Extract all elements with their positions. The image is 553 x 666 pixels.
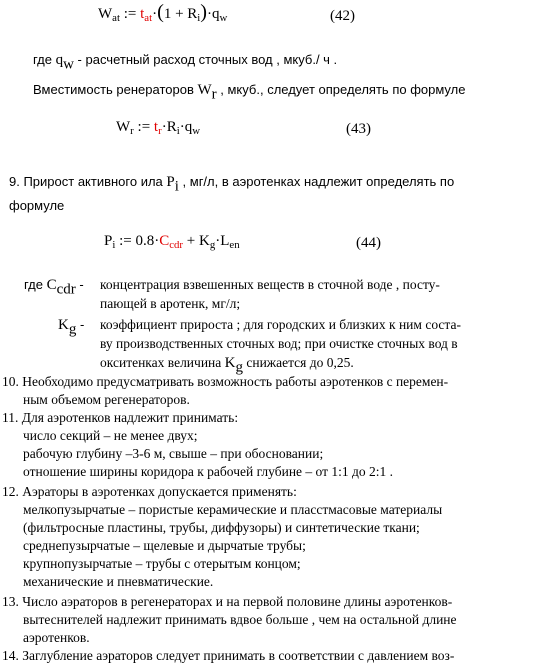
paragraph-12-line-4: среднепузырчатые – щелевые и дырчатые трубы; [23, 538, 306, 553]
definition-kg-symbol: $K_g$ - [58, 317, 85, 338]
paragraph-10-line-2: ным объемом регенераторов. [23, 392, 190, 407]
paragraph-13-line-3: аэротенков. [23, 630, 90, 645]
paragraph-11-line-1: 11. Для аэротенков надлежит принимать: [2, 410, 239, 425]
regenerator-capacity-line: Вместимость ренераторов $W_r$ , мкуб., следует определять по формуле [33, 82, 466, 103]
formula-42-number: (42) [330, 8, 355, 24]
formula-43: $W_r$ := $t_r\cdot R_i\cdot q_w$ [116, 119, 201, 138]
paragraph-14-line-1: 14. Заглубление аэраторов следует принимать в соответствии с давлением воз- [2, 648, 455, 663]
paragraph-10-line-1: 10. Необходимо предусматривать возможность работы аэротенков с перемен- [2, 374, 449, 389]
paragraph-12-line-5: крупнопузырчатые – трубы с отерытым концом; [23, 556, 301, 571]
formula-43-number: (43) [346, 121, 371, 137]
paragraph-11-line-3: рабочую глубину –3-6 м, свыше – при обосновании; [23, 446, 324, 461]
paragraph-9-line-2: формуле [9, 198, 65, 213]
formula-42: $W_{at}$ := $t_{at}\cdot(1 + R_i)\cdot q_w$ [98, 1, 228, 25]
paragraph-9-line-1: 9. Прирост активного ила $P_i$ , мг/л, в аэротенках надлежит определять по [9, 174, 455, 195]
definition-kg-line-1: коэффициент прироста ; для городских и близких к ним соста- [100, 317, 461, 332]
definition-c-cdr-symbol: где $C_{cdr}$ - [24, 277, 84, 298]
definition-kg-line-2: ву производственных сточных вод; при очистке сточных вод в [100, 336, 458, 351]
paragraph-12-line-6: механические и пневматические. [23, 574, 214, 589]
formula-44-number: (44) [356, 235, 381, 251]
definition-c-cdr-line-2: пающей в аротенк, мг/л; [100, 296, 241, 311]
paragraph-12-line-3: (фильтросные пластины, трубы, диффузоры) и синтетические ткани; [23, 520, 420, 535]
paragraph-11-line-4: отношение ширины коридора к рабочей глубине – от 1:1 до 2:1 . [23, 464, 394, 479]
paragraph-12-line-2: мелкопузырчатые – пористые керамические и пласстмасовые материалы [23, 502, 443, 517]
definition-kg-line-3: окситенках величина $K_g$ снижается до 0,25. [100, 355, 354, 376]
formula-44: $P_i$ := $0.8\cdot C_{cdr} + K_g\cdot L_{en}$ [104, 233, 240, 252]
paragraph-11-line-2: число секций – не менее двух; [23, 428, 198, 443]
paragraph-13-line-1: 13. Число аэраторов в регенераторах и на первой половине длины аэротенков- [2, 594, 453, 609]
definition-c-cdr-line-1: концентрация взвешенных веществ в сточной воде , посту- [100, 277, 440, 292]
paragraph-12-line-1: 12. Аэраторы в аэротенках допускается применять: [2, 484, 297, 499]
paragraph-13-line-2: вытеснителей надлежит принимать вдвое больше , чем на остальной длине [23, 612, 457, 627]
where-qw-line: где $q_w$ - расчетный расход сточных вод , мкуб./ ч . [33, 52, 338, 73]
